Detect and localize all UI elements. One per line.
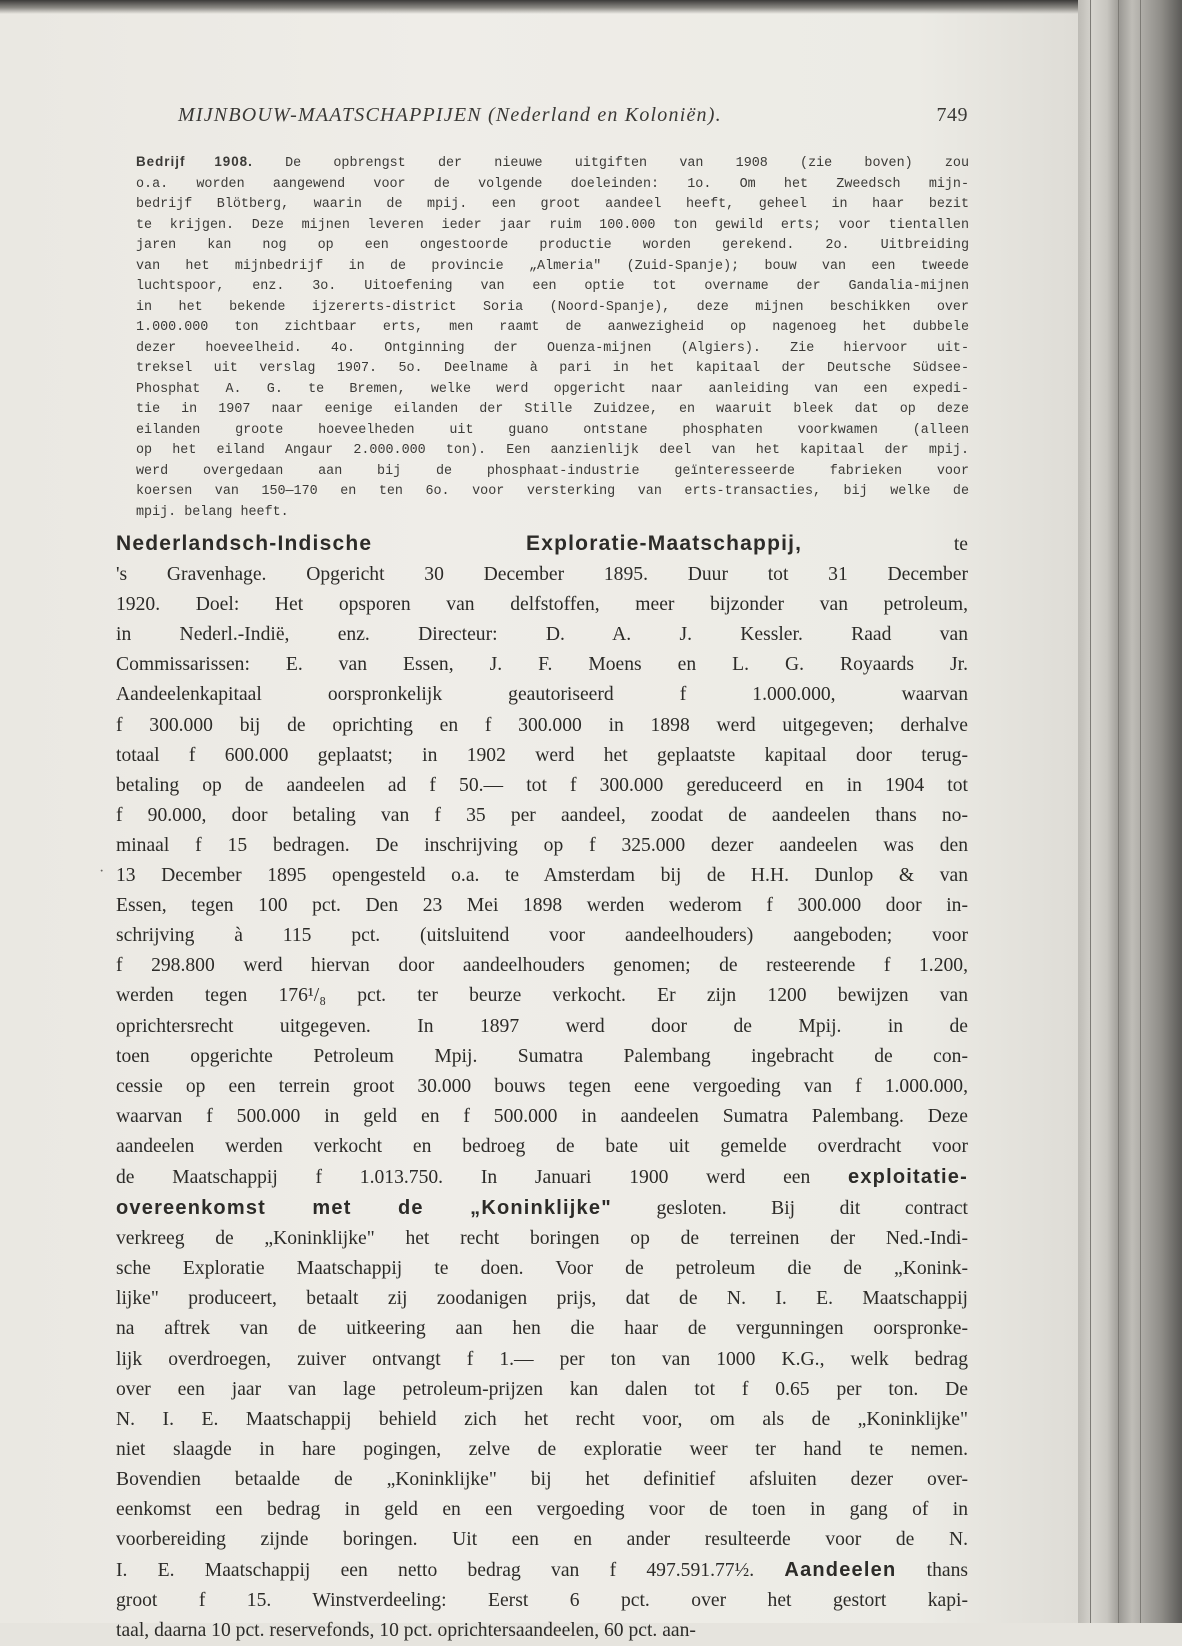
running-title: MIJNBOUW-MAATSCHAPPIJEN (Nederland en Koloniën).: [178, 104, 722, 126]
text-line: aandeelen werden verkocht en bedroeg de bate uit gemelde overdracht voor: [116, 1135, 968, 1157]
page-edge-line: [1140, 0, 1141, 1623]
text-line: werden tegen 176¹/₈ pct. ter beurze verkocht. Er zijn 1200 bewijzen van: [116, 985, 968, 1007]
text-line: Bedrijf 1908. De opbrengst der nieuwe uitgiften van 1908 (zie boven) zou: [136, 154, 969, 171]
page-edge-line: [1118, 0, 1119, 1623]
company-entry: [116, 529, 968, 1646]
text-line: lijk overdroegen, zuiver ontvangt f 1.— per ton van 1000 K.G., welk bedrag: [116, 1348, 968, 1370]
text-line: Aandeelenkapitaal oorspronkelijk geautoriseerd f 1.000.000, waarvan: [116, 684, 968, 706]
text-line: lijke" produceert, betaalt zij zoodanigen prijs, dat de N. I. E. Maatschappij: [116, 1288, 968, 1310]
text-line: 's Gravenhage. Opgericht 30 December 1895. Duur tot 31 December: [116, 564, 968, 586]
text-line: na aftrek van de uitkeering aan hen die haar de vergunningen oorspronke-: [116, 1318, 968, 1340]
text-line: mpij. belang heeft.: [136, 504, 289, 520]
text-line: de Maatschappij f 1.013.750. In Januari 1900 werd een exploitatie-: [116, 1165, 968, 1188]
bedrijf-1908-paragraph: [136, 152, 969, 523]
text-line: sche Exploratie Maatschappij te doen. Voor de petroleum die de „Konink-: [116, 1258, 968, 1280]
text-line: toen opgerichte Petroleum Mpij. Sumatra Palembang ingebracht de con-: [116, 1045, 968, 1067]
text-line: schrijving à 115 pct. (uitsluitend voor aandeelhouders) aangeboden; voor: [116, 925, 968, 947]
text-line: Essen, tegen 100 pct. Den 23 Mei 1898 werden wederom f 300.000 door in-: [116, 895, 968, 917]
bold-aandeelen: Aandeelen: [784, 1559, 897, 1582]
text-line: 1920. Doel: Het opsporen van delfstoffen, meer bijzonder van petroleum,: [116, 594, 968, 616]
running-head: [178, 104, 968, 127]
text-line: op het eiland Angaur 2.000.000 ton). Een aanzienlijk deel van het kapitaal der mpij.: [136, 443, 969, 458]
text-line: groot f 15. Winstverdeeling: Eerst 6 pct. over het gestort kapi-: [116, 1590, 968, 1612]
text-line: overeenkomst met de „Koninklijke" gesloten. Bij dit contract: [116, 1197, 968, 1220]
text-line: jaren kan nog op een ongestoorde productie worden gerekend. 2o. Uitbreiding: [136, 238, 969, 253]
text-line: koersen van 150—170 en ten 6o. voor versterking van erts-transacties, bij welke de: [136, 484, 969, 499]
text-line: Nederlandsch-Indische Exploratie-Maatschappij, te: [116, 532, 968, 555]
text-line: tie in 1907 naar eenige eilanden der Stille Zuidzee, en waaruit bleek dat op deze: [136, 402, 969, 417]
text-line: bedrijf Blötberg, waarin de mpij. een groot aandeel heeft, geheel in haar bezit: [136, 197, 969, 212]
page-number: 749: [936, 104, 968, 126]
text-line: in het bekende ijzererts-district Soria (Noord-Spanje), deze mijnen beschikken over: [136, 299, 969, 315]
text-line: Commissarissen: E. van Essen, J. F. Moens en L. G. Royaards Jr.: [116, 654, 968, 676]
page-edge-line: [1090, 0, 1091, 1623]
text-line: taal, daarna 10 pct. reservefonds, 10 pct. oprichtersaandeelen, 60 pct. aan-: [116, 1620, 696, 1642]
scan-top-shadow: [0, 0, 1182, 14]
text-line: in Nederl.-Indië, enz. Directeur: D. A. J. Kessler. Raad van: [116, 624, 968, 646]
text-line: I. E. Maatschappij een netto bedrag van f 497.591.77½. Aandeelen thans: [116, 1559, 968, 1582]
text-line: 1.000.000 ton zichtbaar erts, men raamt de aanwezigheid op nagenoeg het dubbele: [136, 320, 969, 335]
text-line: luchtspoor, enz. 3o. Uitoefening van een optie tot overname der Gandalia-mijnen: [136, 279, 969, 294]
text-line: te krijgen. Deze mijnen leveren ieder jaar ruim 100.000 ton gewild erts; voor tientallen: [136, 217, 969, 233]
text-line: f 90.000, door betaling van f 35 per aandeel, zoodat de aandeelen thans no-: [116, 804, 968, 826]
bold-overeenkomst: overeenkomst met de „Koninklijke": [116, 1197, 612, 1220]
bold-exploitatie: exploitatie-: [848, 1165, 968, 1188]
text-line: f 300.000 bij de oprichting en f 300.000 in 1898 werd uitgegeven; derhalve: [116, 714, 968, 736]
text-line: Bovendien betaalde de „Koninklijke" bij het definitief afsluiten dezer over-: [116, 1468, 968, 1490]
text-line: f 298.800 werd hiervan door aandeelhouders genomen; de resteerende f 1.200,: [116, 955, 968, 977]
text-line: 13 December 1895 opengesteld o.a. te Amsterdam bij de H.H. Dunlop & van: [116, 865, 968, 887]
page-edge-strip: [1078, 0, 1182, 1623]
text-line: eenkomst een bedrag in geld en een vergoeding voor de toen in gang of in: [116, 1499, 968, 1520]
text-line: oprichtersrecht uitgegeven. In 1897 werd door de Mpij. in de: [116, 1015, 968, 1037]
text-line: N. I. E. Maatschappij behield zich het recht voor, om als de „Koninklijke": [116, 1408, 968, 1430]
text-line: eilanden groote hoeveelheden uit guano ontstane phosphaten voorkwamen (alleen: [136, 422, 969, 438]
text-line: totaal f 600.000 geplaatst; in 1902 werd het geplaatste kapitaal door terug-: [116, 744, 968, 766]
bedrijf-heading: Bedrijf 1908.: [136, 154, 253, 169]
text-line: van het mijnbedrijf in de provincie „Almeria" (Zuid-Spanje); bouw van een tweede: [136, 258, 969, 274]
text-line: minaal f 15 bedragen. De inschrijving op f 325.000 dezer aandeelen was den: [116, 834, 968, 856]
text-line: o.a. worden aangewend voor de volgende doeleinden: 1o. Om het Zweedsch mijn-: [136, 176, 969, 192]
company-name: Nederlandsch-Indische Exploratie-Maatschappij,: [116, 532, 803, 555]
text-line: niet slaagde in hare pogingen, zelve de exploratie weer ter hand te nemen.: [116, 1438, 968, 1460]
margin-mark: ·: [99, 863, 105, 880]
text-line: verkreeg de „Koninklijke" het recht boringen op de terreinen der Ned.-Indi-: [116, 1228, 968, 1250]
text-line: Phosphat A. G. te Bremen, welke werd opgericht naar aanleiding van een expedi-: [136, 381, 969, 397]
text-line: waarvan f 500.000 in geld en f 500.000 in aandeelen Sumatra Palembang. Deze: [116, 1105, 968, 1127]
text-line: over een jaar van lage petroleum-prijzen kan dalen tot f 0.65 per ton. De: [116, 1378, 968, 1400]
text-line: treksel uit verslag 1907. 5o. Deelname à pari in het kapitaal der Deutsche Südsee-: [136, 361, 969, 376]
text-line: dezer hoeveelheid. 4o. Ontginning der Ouenza-mijnen (Algiers). Zie hiervoor uit-: [136, 340, 969, 356]
text-line: voorbereiding zijnde boringen. Uit een en ander resulteerde voor de N.: [116, 1529, 968, 1551]
text-line: cessie op een terrein groot 30.000 bouws tegen eene vergoeding van f 1.000.000,: [116, 1075, 968, 1097]
text-line: betaling op de aandeelen ad f 50.— tot f 300.000 gereduceerd en in 1904 tot: [116, 774, 968, 796]
text-line: werd overgedaan aan bij de phosphaat-industrie geïnteresseerde fabrieken voor: [136, 463, 969, 479]
